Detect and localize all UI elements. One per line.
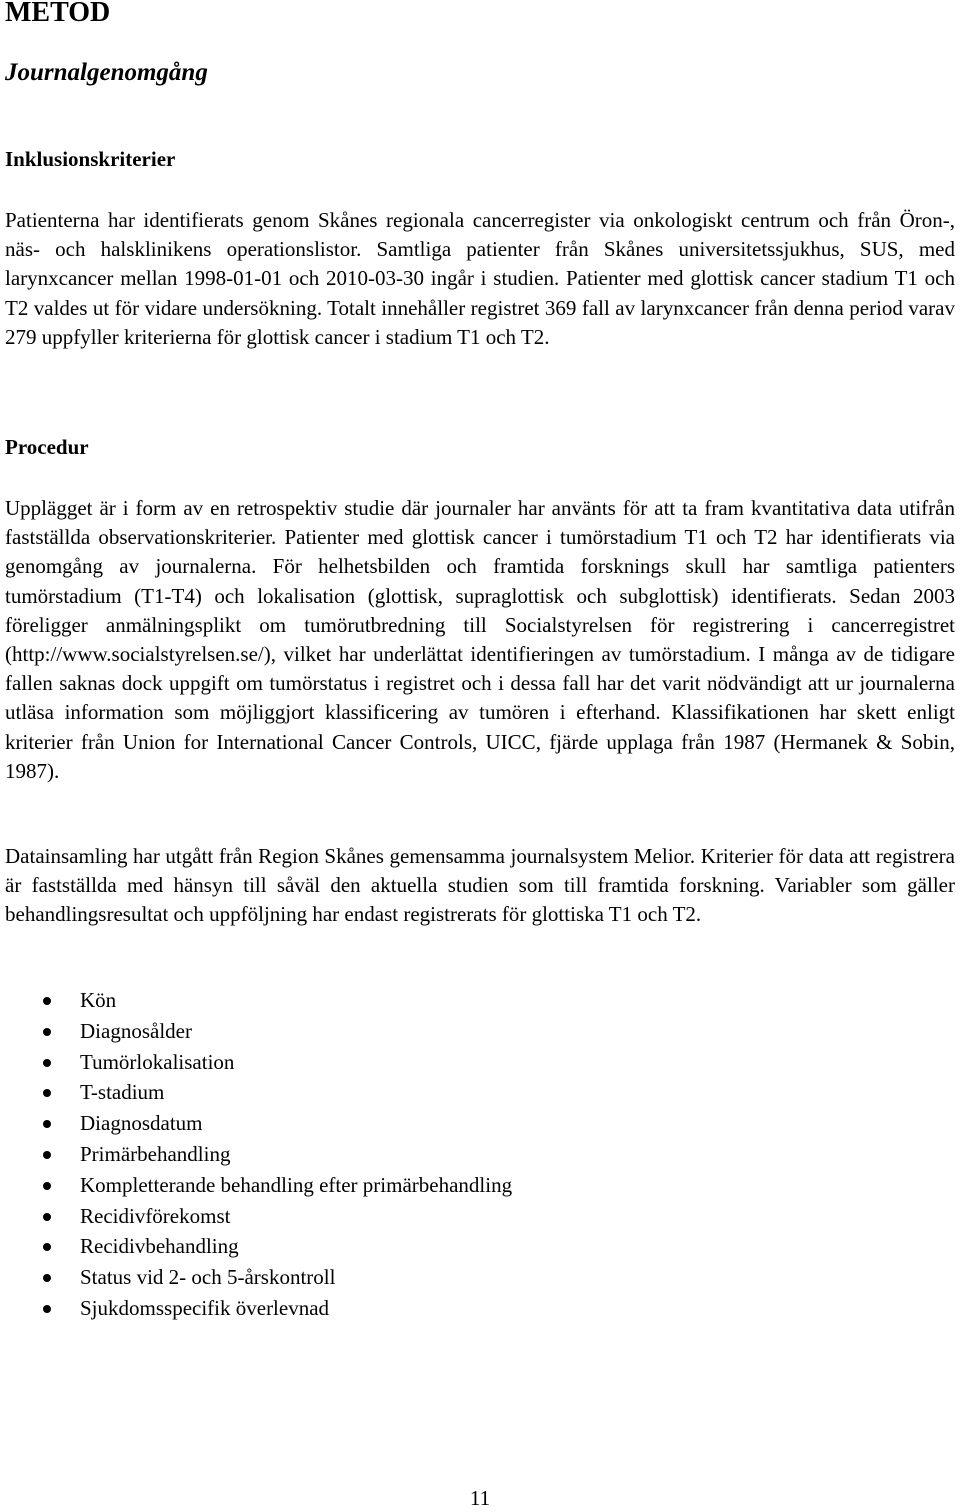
bullet-icon bbox=[43, 1089, 51, 1097]
data-collection-paragraph: Datainsamling har utgått från Region Skånes gemensamma journalsystem Melior. Kriterier för data att registrera är fastställda med hänsyn till såväl den aktuella studien som till framtida forskning. Variabler som gäller behandlingsresultat och uppföljning har endast registrerats för glottiska T1 och T2. bbox=[5, 844, 955, 927]
variables-list bbox=[5, 985, 955, 1324]
bullet-icon bbox=[43, 1028, 51, 1036]
bullet-icon bbox=[43, 997, 51, 1005]
bullet-icon bbox=[43, 1243, 51, 1251]
inclusion-heading: Inklusionskriterier bbox=[5, 147, 176, 171]
bullet-icon bbox=[43, 1274, 51, 1282]
list-item-label: T-stadium bbox=[80, 1080, 165, 1105]
list-item bbox=[5, 1047, 955, 1078]
list-item-label: Tumörlokalisation bbox=[80, 1049, 235, 1074]
list-item-label: Kompletterande behandling efter primärbehandling bbox=[80, 1172, 513, 1197]
list-item-label: Diagnosdatum bbox=[80, 1111, 203, 1136]
list-item bbox=[5, 1139, 955, 1170]
list-item bbox=[5, 1170, 955, 1201]
bullet-icon bbox=[43, 1059, 51, 1067]
section-title: METOD bbox=[5, 0, 111, 28]
list-item bbox=[5, 1262, 955, 1293]
list-item bbox=[5, 1108, 955, 1139]
bullet-icon bbox=[43, 1120, 51, 1128]
list-item-label: Sjukdomsspecifik överlevnad bbox=[80, 1295, 330, 1320]
list-item bbox=[5, 1231, 955, 1262]
list-item-label: Diagnosålder bbox=[80, 1018, 192, 1043]
list-item bbox=[5, 1293, 955, 1324]
list-item-label: Primärbehandling bbox=[80, 1141, 231, 1166]
subsection-title: Journalgenomgång bbox=[5, 59, 208, 86]
list-item-label: Status vid 2- och 5-årskontroll bbox=[80, 1265, 336, 1290]
list-item-label: Recidivbehandling bbox=[80, 1234, 239, 1259]
list-item bbox=[5, 1016, 955, 1047]
list-item-label: Recidivförekomst bbox=[80, 1203, 231, 1228]
procedure-paragraph: Upplägget är i form av en retrospektiv studie där journaler har använts för att ta fram kvantitativa data utifrån fastställda observationskriterier. Patienter med glottisk cancer i tumörstadium T1 och T2 har identifierats via genomgång av journalerna. För helhetsbilden och framtida forsknings skull har samtliga patienters tumörstadium (T1-T4) och lokalisation (glottisk, supraglottisk och subglottisk) identifierats. Sedan 2003 föreligger anmälningsplikt om tumörutbredning till Socialstyrelsen för registrering i cancerregistret (http://www.socialstyrelsen.se/), vilket har underlättat identifieringen av tumörstadium. I många av de tidigare fallen saknas dock uppgift om tumörstatus i registret och i dessa fall har det varit nödvändigt att ur journalerna utläsa information som möjliggjort klassificering av tumören i efterhand. Klassifikationen har skett enligt kriterier från Union for International Cancer Controls, UICC, fjärde upplaga från 1987 (Hermanek & Sobin, 1987). bbox=[5, 496, 955, 783]
bullet-icon bbox=[43, 1213, 51, 1221]
bullet-icon bbox=[43, 1305, 51, 1313]
list-item bbox=[5, 1077, 955, 1108]
list-item bbox=[5, 985, 955, 1016]
list-item bbox=[5, 1201, 955, 1232]
list-item-label: Kön bbox=[80, 988, 117, 1012]
inclusion-paragraph: Patienterna har identifierats genom Skånes regionala cancerregister via onkologiskt centrum och från Öron-, näs- och halsklinikens operationslistor. Samtliga patienter från Skånes universitetssjukhus, SUS, med larynxcancer mellan 1998-01-01 och 2010-03-30 ingår i studien. Patienter med glottisk cancer stadium T1 och T2 valdes ut för vidare undersökning. Totalt innehåller registret 369 fall av larynxcancer från denna period varav 279 uppfyller kriterierna för glottisk cancer i stadium T1 och T2. bbox=[5, 208, 955, 349]
procedure-heading: Procedur bbox=[5, 435, 89, 459]
bullet-icon bbox=[43, 1182, 51, 1190]
page-number: 11 bbox=[469, 1486, 491, 1510]
bullet-icon bbox=[43, 1151, 51, 1159]
